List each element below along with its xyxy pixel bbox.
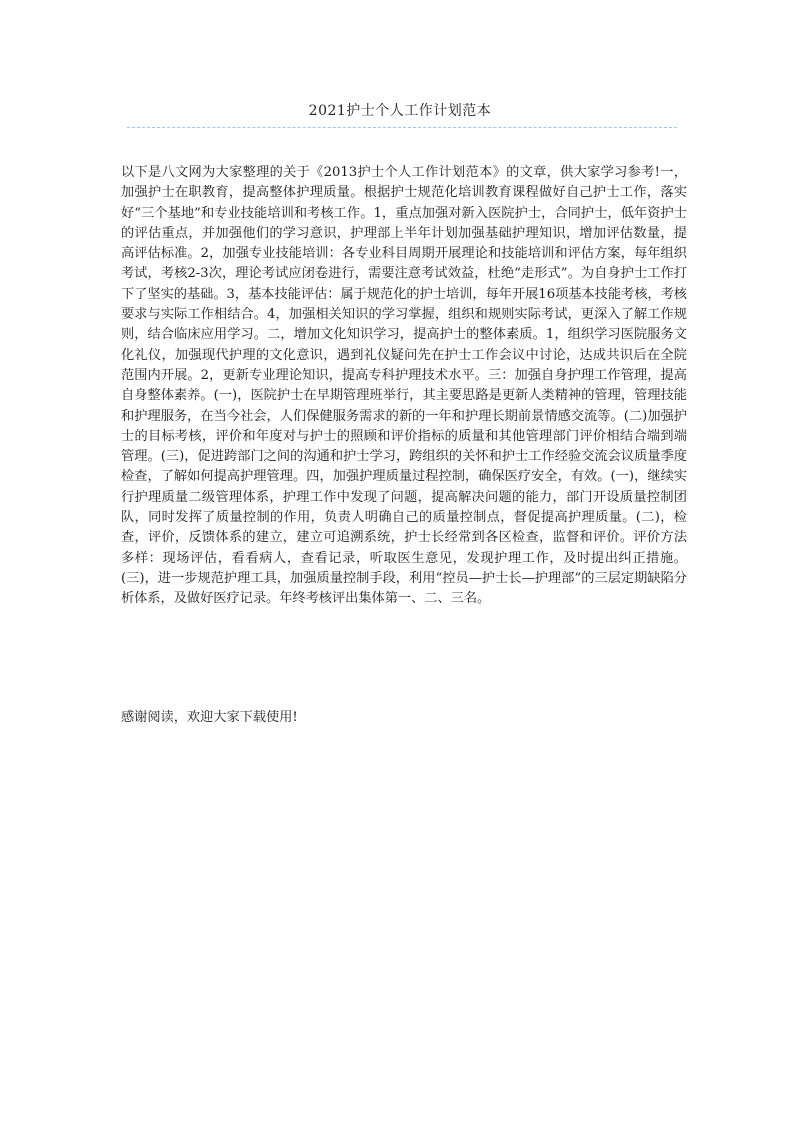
document-body: 以下是八文网为大家整理的关于《2013护士个人工作计划范本》的文章，供大家学习参考!一，加强护士在职教育，提高整体护理质量。根据护士规范化培训教育课程做好自己护士工作，落实好“三个基地”和专业技能培训和考核工作。1，重点加强对新入医院护士，合同护士，低年资护士的评估重点，并加强他们的学习意识，护理部上半年计划加强基础护理知识，增加评估数量，提高评估标准。2，加强专业技能培训：各专业科目周期开展理论和技能培训和评估方案，每年组织考试，考核2-3次，理论考试应闭卷进行，需要注意考试效益，杜绝“走形式”。为自身护士工作打下了坚实的基础。3，基本技能评估：属于规范化的护士培训，每年开展16项基本技能考核，考核要求与实际工作相结合。4，加强相关知识的学习掌握，组织和规则实际考试，更深入了解工作规则，结合临床应用学习。二，增加文化知识学习，提高护士的整体素质。1，组织学习医院服务文化礼仪，加强现代护理的文化意识，遇到礼仪疑问先在护士工作会议中讨论，达成共识后在全院范围内开展。2，更新专业理论知识，提高专科护理技术水平。三：加强自身护理工作管理，提高自身整体素养。(一)，医院护士在早期管理班举行，其主要思路是更新人类精神的管理，管理技能和护理服务，在当今社会，人们保健服务需求的新的一年和护理长期前景情感交流等。(二)加强护士的目标考核，评价和年度对与护士的照顾和评价指标的质量和其他管理部门评价相结合端到端管理。(三)，促进跨部门之间的沟通和护士学习，跨组织的关怀和护士工作经验交流会议质量季度检查，了解如何提高护理管理。四，加强护理质量过程控制，确保医疗安全，有效。(一)，继续实行护理质量二级管理体系，护理工作中发现了问题，提高解决问题的能力，部门开设质量控制团队，同时发挥了质量控制的作用，负责人明确自己的质量控制点，督促提高护理质量。(二)，检查，评价，反馈体系的建立，建立可追溯系统，护士长经常到各区检查，监督和评价。评价方法多样：现场评估，看看病人，查看记录，听取医生意见，发现护理工作，及时提出纠正措施。(三)，进一步规范护理工具，加强质量控制手段，利用“控员—护士长—护理部”的三层定期缺陷分析体系，及做好医疗记录。年终考核评出集体第一、二、三名。: [121, 165, 687, 607]
title-divider: [127, 127, 677, 128]
closing-note: 感谢阅读，欢迎大家下载使用!: [121, 710, 298, 725]
document-title: 2021护士个人工作计划范本: [308, 103, 492, 119]
